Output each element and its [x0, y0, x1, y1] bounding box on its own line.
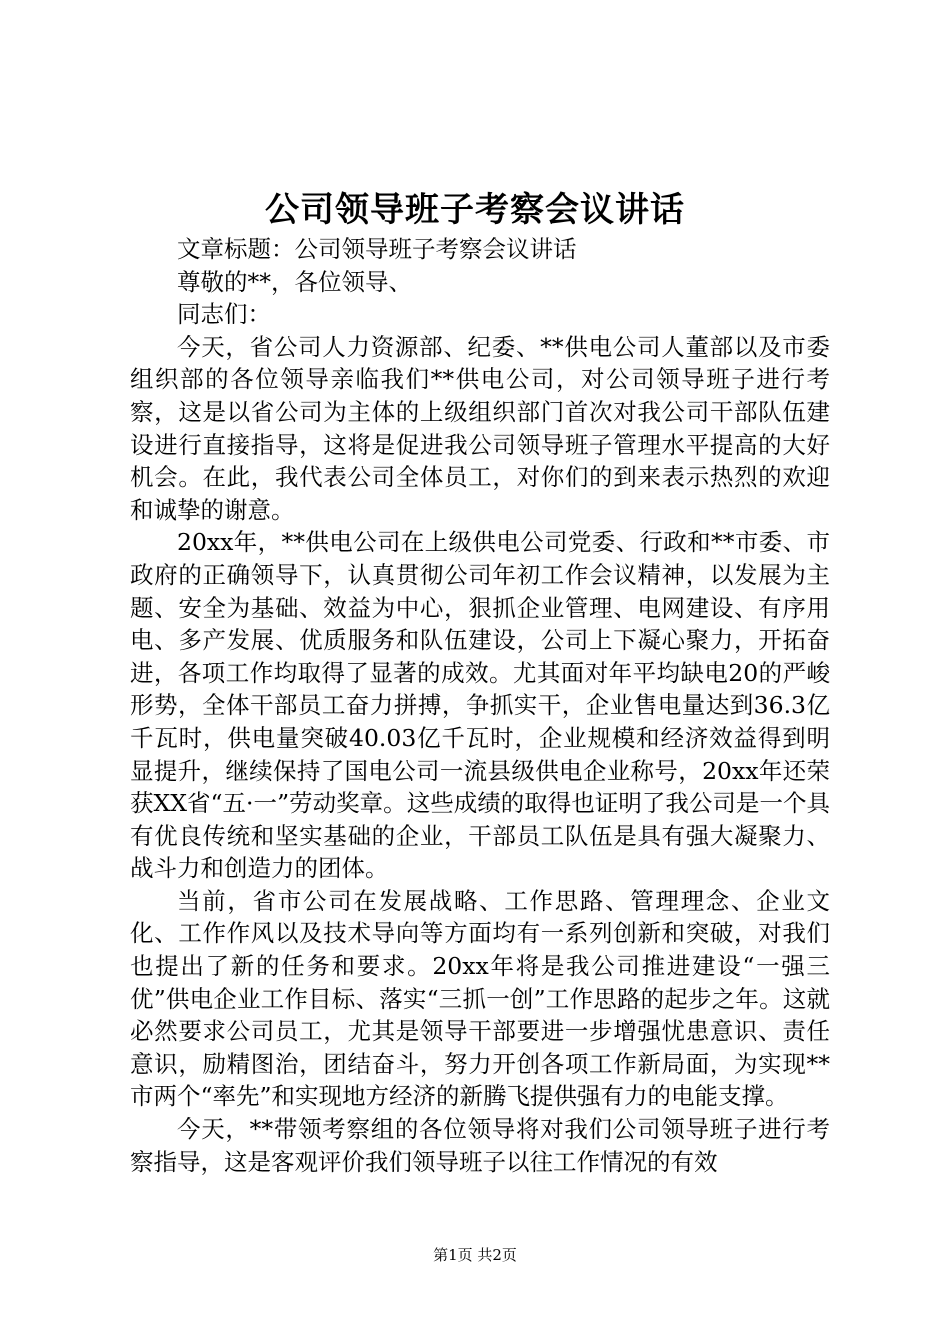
page-number-footer: 第1页 共2页 — [433, 1246, 517, 1264]
article-title-line: 文章标题：公司领导班子考察会议讲话 — [177, 235, 577, 263]
paragraph-current-tasks: 当前，省市公司在发展战略、工作思路、管理理念、企业文化、工作作风以及技术导向等方面均有一系列创新和突破，对我们也提出了新的任务和要求。20xx年将是我公司推进建设“一强三优”供电企业工作目标、落实“三抓一创”工作思路的起步之年。这就必然要求公司员工，尤其是领导干部要进一步增强忧患意识、责任意识，励精图治，团结奋斗，努力开创各项工作新局面，为实现**市两个“率先”和实现地方经济的新腾飞提供强有力的电能支撑。 — [130, 886, 830, 1111]
paragraph-inspection: 今天，**带领考察组的各位领导将对我们公司领导班子进行考察指导，这是客观评价我们领导班子以往工作情况的有效 — [130, 1115, 830, 1176]
salutation-line-2: 同志们： — [177, 300, 271, 329]
paragraph-welcome: 今天，省公司人力资源部、纪委、**供电公司人董部以及市委组织部的各位领导亲临我们**供电公司，对公司领导班子进行考察，这是以省公司为主体的上级组织部门首次对我公司干部队伍建设进行直接指导，这将是促进我公司领导班子管理水平提高的大好机会。在此，我代表公司全体员工，对你们的到来表示热烈的欢迎和诚挚的谢意。 — [130, 332, 830, 524]
document-body — [130, 233, 830, 1178]
paragraph-achievements: 20xx年，**供电公司在上级供电公司党委、行政和**市委、市政府的正确领导下，认真贯彻公司年初工作会议精神，以发展为主题、安全为基础、效益为中心，狠抓企业管理、电网建设、有序用电、多产发展、优质服务和队伍建设，公司上下凝心聚力，开拓奋进，各项工作均取得了显著的成效。尤其面对年平均缺电20的严峻形势，全体干部员工奋力拼搏，争抓实干，企业售电量达到36.3亿千瓦时，供电量突破40.03亿千瓦时，企业规模和经济效益得到明显提升，继续保持了国电公司一流县级供电企业称号，20xx年还荣获XX省“五·一”劳动奖章。这些成绩的取得也证明了我公司是一个具有优良传统和坚实基础的企业，干部员工队伍是具有强大凝聚力、战斗力和创造力的团体。 — [130, 528, 830, 883]
document-title: 公司领导班子考察会议讲话 — [265, 190, 685, 230]
salutation-line: 尊敬的**，各位领导、 — [177, 267, 412, 296]
